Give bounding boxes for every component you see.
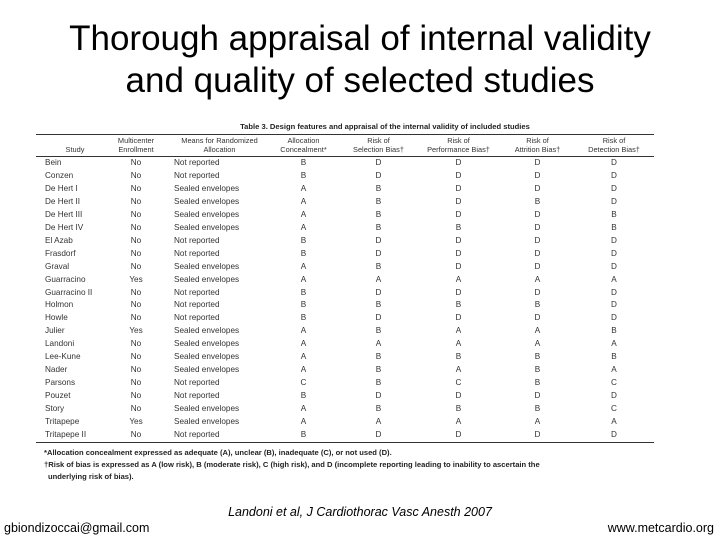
column-header-line: Study bbox=[65, 144, 85, 154]
column-header-multicenter bbox=[106, 135, 166, 157]
cell-selection-bias: B bbox=[375, 209, 382, 219]
cell-study: Howle bbox=[45, 313, 68, 323]
cell-allocation-concealment: A bbox=[300, 209, 307, 219]
cell-attrition-bias: D bbox=[534, 430, 541, 440]
cell-multicenter: Yes bbox=[129, 326, 143, 336]
cell-attrition-bias: A bbox=[534, 339, 541, 349]
column-header-line: Enrollment bbox=[118, 144, 154, 154]
cell-allocation-concealment: A bbox=[300, 261, 307, 271]
cell-performance-bias: D bbox=[455, 287, 462, 297]
cell-allocation-concealment: A bbox=[300, 196, 307, 206]
cell-detection-bias: D bbox=[611, 196, 617, 206]
cell-allocation-concealment: B bbox=[300, 287, 307, 297]
cell-allocation-means: Not reported bbox=[174, 170, 220, 180]
cell-study: Tritapepe II bbox=[45, 430, 87, 440]
cell-study: Pouzet bbox=[45, 391, 71, 401]
cell-selection-bias: B bbox=[375, 326, 382, 336]
cell-attrition-bias: D bbox=[534, 222, 541, 232]
cell-performance-bias: D bbox=[455, 209, 462, 219]
cell-detection-bias: B bbox=[611, 326, 617, 336]
cell-study: Bein bbox=[45, 158, 62, 167]
cell-selection-bias: A bbox=[375, 417, 382, 427]
cell-detection-bias: A bbox=[611, 417, 617, 427]
cell-allocation-means: Sealed envelopes bbox=[174, 365, 240, 375]
cell-performance-bias: D bbox=[455, 248, 462, 258]
cell-detection-bias: C bbox=[611, 378, 617, 388]
cell-attrition-bias: B bbox=[534, 196, 541, 206]
column-header-line: Performance Bias† bbox=[427, 144, 490, 154]
cell-allocation-concealment: B bbox=[300, 430, 307, 440]
cell-detection-bias: D bbox=[611, 248, 617, 258]
cell-performance-bias: B bbox=[455, 352, 462, 362]
table-header-row bbox=[36, 135, 654, 157]
cell-selection-bias: D bbox=[375, 287, 382, 297]
title-line-1: Thorough appraisal of internal validity bbox=[69, 19, 651, 58]
title-line-2: and quality of selected studies bbox=[125, 61, 595, 100]
column-header-line: Risk of bbox=[367, 136, 390, 145]
cell-performance-bias: B bbox=[455, 300, 462, 310]
table-caption: Table 3. Design features and appraisal of the internal validity of included studies bbox=[240, 122, 530, 131]
cell-performance-bias: D bbox=[455, 196, 462, 206]
cell-allocation-concealment: B bbox=[300, 391, 307, 401]
cell-study: Conzen bbox=[45, 170, 74, 180]
cell-study: Graval bbox=[45, 261, 70, 271]
cell-performance-bias: A bbox=[455, 365, 462, 375]
cell-performance-bias: A bbox=[455, 417, 462, 427]
cell-study: Lee-Kune bbox=[45, 352, 81, 362]
table-row bbox=[36, 390, 654, 403]
cell-attrition-bias: D bbox=[534, 170, 541, 180]
cell-detection-bias: D bbox=[611, 235, 617, 245]
cell-allocation-concealment: A bbox=[300, 352, 307, 362]
cell-allocation-concealment: B bbox=[300, 313, 307, 323]
cell-study: Story bbox=[45, 404, 65, 414]
cell-study: Guarracino II bbox=[45, 287, 93, 297]
cell-attrition-bias: D bbox=[534, 391, 541, 401]
cell-multicenter: No bbox=[130, 170, 142, 180]
column-header-line: Detection Bias† bbox=[588, 144, 640, 154]
cell-selection-bias: B bbox=[375, 183, 382, 193]
appraisal-table bbox=[36, 134, 654, 443]
cell-study: De Hert I bbox=[45, 183, 78, 193]
table-row bbox=[36, 351, 654, 364]
cell-attrition-bias: D bbox=[534, 248, 541, 258]
cell-multicenter: No bbox=[130, 378, 142, 388]
table-footnotes bbox=[36, 447, 654, 483]
column-header-line: Risk of bbox=[447, 136, 470, 145]
cell-selection-bias: B bbox=[375, 352, 382, 362]
cell-attrition-bias: D bbox=[534, 158, 541, 167]
cell-multicenter: No bbox=[130, 196, 142, 206]
cell-detection-bias: D bbox=[611, 261, 617, 271]
table-row bbox=[36, 196, 654, 209]
cell-performance-bias: A bbox=[455, 339, 462, 349]
column-header-attrition-bias bbox=[501, 135, 574, 157]
cell-detection-bias: D bbox=[611, 430, 617, 440]
cell-performance-bias: D bbox=[455, 391, 462, 401]
cell-allocation-concealment: B bbox=[300, 300, 307, 310]
table-row bbox=[36, 377, 654, 390]
cell-detection-bias: D bbox=[611, 287, 617, 297]
cell-selection-bias: A bbox=[375, 339, 382, 349]
cell-detection-bias: B bbox=[611, 352, 617, 362]
cell-study: Julier bbox=[45, 326, 65, 336]
cell-allocation-concealment: A bbox=[300, 417, 307, 427]
table-row bbox=[36, 338, 654, 351]
cell-attrition-bias: D bbox=[534, 235, 541, 245]
cell-study: De Hert IV bbox=[45, 222, 84, 232]
cell-allocation-concealment: A bbox=[300, 404, 307, 414]
cell-selection-bias: B bbox=[375, 378, 382, 388]
cell-allocation-means: Not reported bbox=[174, 391, 220, 401]
cell-performance-bias: D bbox=[455, 170, 462, 180]
table-row bbox=[36, 183, 654, 196]
cell-allocation-concealment: B bbox=[300, 248, 307, 258]
table-row bbox=[36, 170, 654, 183]
table-row bbox=[36, 403, 654, 416]
table-row bbox=[36, 429, 654, 442]
column-header-line: Allocation bbox=[287, 136, 320, 145]
cell-performance-bias: C bbox=[455, 378, 462, 388]
cell-selection-bias: B bbox=[375, 365, 382, 375]
table-row bbox=[36, 287, 654, 300]
cell-allocation-means: Sealed envelopes bbox=[174, 404, 240, 414]
cell-detection-bias: D bbox=[611, 391, 617, 401]
table-row bbox=[36, 157, 654, 170]
cell-selection-bias: D bbox=[375, 248, 382, 258]
cell-allocation-means: Not reported bbox=[174, 430, 220, 440]
cell-allocation-means: Sealed envelopes bbox=[174, 417, 240, 427]
cell-multicenter: No bbox=[130, 339, 142, 349]
column-header-line: Selection Bias† bbox=[353, 144, 404, 154]
cell-attrition-bias: B bbox=[534, 300, 541, 310]
cell-multicenter: No bbox=[130, 222, 142, 232]
cell-detection-bias: A bbox=[611, 365, 617, 375]
column-header-line: Risk of bbox=[526, 136, 549, 145]
cell-multicenter: Yes bbox=[129, 417, 143, 427]
cell-detection-bias: B bbox=[611, 222, 617, 232]
cell-performance-bias: A bbox=[455, 326, 462, 336]
cell-study: Landoni bbox=[45, 339, 75, 349]
cell-allocation-means: Sealed envelopes bbox=[174, 339, 240, 349]
cell-allocation-concealment: A bbox=[300, 274, 307, 284]
column-header-line: Allocation bbox=[203, 144, 236, 154]
cell-allocation-means: Not reported bbox=[174, 248, 220, 258]
cell-attrition-bias: B bbox=[534, 365, 541, 375]
cell-allocation-concealment: A bbox=[300, 339, 307, 349]
table-row bbox=[36, 209, 654, 222]
cell-study: De Hert II bbox=[45, 196, 81, 206]
table-row bbox=[36, 312, 654, 325]
cell-detection-bias: D bbox=[611, 313, 617, 323]
cell-attrition-bias: D bbox=[534, 313, 541, 323]
column-header-detection-bias bbox=[574, 135, 654, 157]
cell-allocation-means: Not reported bbox=[174, 378, 220, 388]
cell-attrition-bias: D bbox=[534, 287, 541, 297]
cell-allocation-concealment: C bbox=[300, 378, 307, 388]
column-header-line: Risk of bbox=[602, 136, 626, 145]
cell-selection-bias: D bbox=[375, 391, 382, 401]
table-row bbox=[36, 299, 654, 312]
cell-detection-bias: A bbox=[611, 339, 617, 349]
cell-selection-bias: A bbox=[375, 274, 382, 284]
table-row bbox=[36, 222, 654, 235]
cell-detection-bias: A bbox=[611, 274, 617, 284]
cell-performance-bias: D bbox=[455, 183, 462, 193]
cell-selection-bias: D bbox=[375, 158, 382, 167]
cell-allocation-means: Not reported bbox=[174, 300, 220, 310]
cell-study: De Hert III bbox=[45, 209, 83, 219]
cell-selection-bias: B bbox=[375, 222, 382, 232]
cell-performance-bias: A bbox=[455, 274, 462, 284]
cell-attrition-bias: B bbox=[534, 352, 541, 362]
cell-multicenter: No bbox=[130, 300, 142, 310]
cell-allocation-concealment: A bbox=[300, 365, 307, 375]
cell-study: Nader bbox=[45, 365, 68, 375]
cell-multicenter: No bbox=[130, 352, 142, 362]
column-header-performance-bias bbox=[416, 135, 501, 157]
cell-attrition-bias: A bbox=[534, 326, 541, 336]
column-header-allocation-means bbox=[166, 135, 266, 157]
table-row bbox=[36, 261, 654, 274]
footnote-risk-continued: underlying risk of bias). bbox=[48, 471, 134, 481]
cell-selection-bias: D bbox=[375, 235, 382, 245]
cell-attrition-bias: A bbox=[534, 417, 541, 427]
cell-study: Tritapepe bbox=[45, 417, 80, 427]
cell-multicenter: No bbox=[130, 313, 142, 323]
cell-allocation-means: Sealed envelopes bbox=[174, 209, 240, 219]
column-header-allocation-concealment bbox=[266, 135, 341, 157]
cell-performance-bias: D bbox=[455, 430, 462, 440]
cell-selection-bias: B bbox=[375, 196, 382, 206]
table-figure bbox=[36, 121, 654, 483]
column-header-line: Concealment* bbox=[280, 144, 327, 154]
footnote-allocation: *Allocation concealment expressed as adequate (A), unclear (B), inadequate (C), or not used (D). bbox=[44, 447, 392, 457]
cell-allocation-concealment: A bbox=[300, 222, 307, 232]
cell-study: Holmon bbox=[45, 300, 74, 310]
cell-multicenter: No bbox=[130, 158, 142, 167]
cell-allocation-concealment: A bbox=[300, 183, 307, 193]
cell-allocation-means: Not reported bbox=[174, 235, 220, 245]
cell-attrition-bias: D bbox=[534, 261, 541, 271]
table-row bbox=[36, 274, 654, 287]
table-row bbox=[36, 248, 654, 261]
column-header-line: Attrition Bias† bbox=[514, 144, 561, 154]
cell-performance-bias: D bbox=[455, 158, 462, 167]
cell-study: El Azab bbox=[45, 235, 73, 245]
table-row bbox=[36, 325, 654, 338]
cell-multicenter: No bbox=[130, 261, 142, 271]
cell-selection-bias: D bbox=[375, 313, 382, 323]
table-row bbox=[36, 235, 654, 248]
cell-performance-bias: D bbox=[455, 235, 462, 245]
column-header-study bbox=[36, 135, 106, 157]
cell-detection-bias: D bbox=[611, 170, 617, 180]
cell-study: Frasdorf bbox=[45, 248, 76, 258]
cell-attrition-bias: D bbox=[534, 183, 541, 193]
cell-allocation-concealment: A bbox=[300, 326, 307, 336]
author-email: gbiondizoccai@gmail.com bbox=[4, 521, 150, 535]
cell-multicenter: No bbox=[130, 391, 142, 401]
cell-detection-bias: D bbox=[611, 158, 617, 167]
table-row bbox=[36, 416, 654, 429]
cell-allocation-means: Not reported bbox=[174, 158, 220, 167]
cell-performance-bias: B bbox=[455, 404, 462, 414]
cell-attrition-bias: B bbox=[534, 378, 541, 388]
cell-allocation-means: Sealed envelopes bbox=[174, 261, 240, 271]
cell-selection-bias: D bbox=[375, 430, 382, 440]
cell-allocation-means: Sealed envelopes bbox=[174, 352, 240, 362]
cell-allocation-concealment: B bbox=[300, 158, 307, 167]
cell-detection-bias: C bbox=[611, 404, 617, 414]
cell-detection-bias: B bbox=[611, 209, 617, 219]
cell-allocation-means: Not reported bbox=[174, 287, 220, 297]
cell-multicenter: No bbox=[130, 287, 142, 297]
cell-performance-bias: B bbox=[455, 222, 462, 232]
cell-allocation-means: Sealed envelopes bbox=[174, 222, 240, 232]
website-url: www.metcardio.org bbox=[607, 521, 714, 535]
cell-multicenter: Yes bbox=[129, 274, 143, 284]
column-header-selection-bias bbox=[341, 135, 416, 157]
cell-allocation-concealment: B bbox=[300, 170, 307, 180]
cell-allocation-concealment: B bbox=[300, 235, 307, 245]
column-header-line: Means for Randomized bbox=[181, 136, 258, 145]
cell-detection-bias: D bbox=[611, 300, 617, 310]
column-header-line: Multicenter bbox=[117, 136, 155, 145]
cell-attrition-bias: D bbox=[534, 209, 541, 219]
cell-selection-bias: B bbox=[375, 300, 382, 310]
table-body bbox=[36, 157, 654, 443]
cell-attrition-bias: A bbox=[534, 274, 541, 284]
cell-multicenter: No bbox=[130, 248, 142, 258]
cell-multicenter: No bbox=[130, 209, 142, 219]
cell-allocation-means: Sealed envelopes bbox=[174, 196, 240, 206]
slide-title bbox=[0, 18, 720, 102]
cell-multicenter: No bbox=[130, 183, 142, 193]
cell-multicenter: No bbox=[130, 235, 142, 245]
cell-detection-bias: D bbox=[611, 183, 617, 193]
cell-multicenter: No bbox=[130, 430, 142, 440]
citation: Landoni et al, J Cardiothorac Vasc Anesth 2007 bbox=[228, 505, 492, 519]
cell-multicenter: No bbox=[130, 365, 142, 375]
cell-allocation-means: Sealed envelopes bbox=[174, 326, 240, 336]
cell-performance-bias: D bbox=[455, 261, 462, 271]
cell-attrition-bias: B bbox=[534, 404, 541, 414]
cell-selection-bias: B bbox=[375, 261, 382, 271]
cell-allocation-means: Sealed envelopes bbox=[174, 274, 240, 284]
footnote-risk: †Risk of bias is expressed as A (low risk), B (moderate risk), C (high risk), and D (incomplete reporting leading to inability to ascertain the bbox=[44, 459, 540, 469]
cell-selection-bias: D bbox=[375, 170, 382, 180]
cell-selection-bias: B bbox=[375, 404, 382, 414]
cell-allocation-means: Sealed envelopes bbox=[174, 183, 240, 193]
cell-multicenter: No bbox=[130, 404, 142, 414]
cell-allocation-means: Not reported bbox=[174, 313, 220, 323]
cell-study: Guarracino bbox=[45, 274, 86, 284]
cell-study: Parsons bbox=[45, 378, 76, 388]
cell-performance-bias: D bbox=[455, 313, 462, 323]
table-row bbox=[36, 364, 654, 377]
